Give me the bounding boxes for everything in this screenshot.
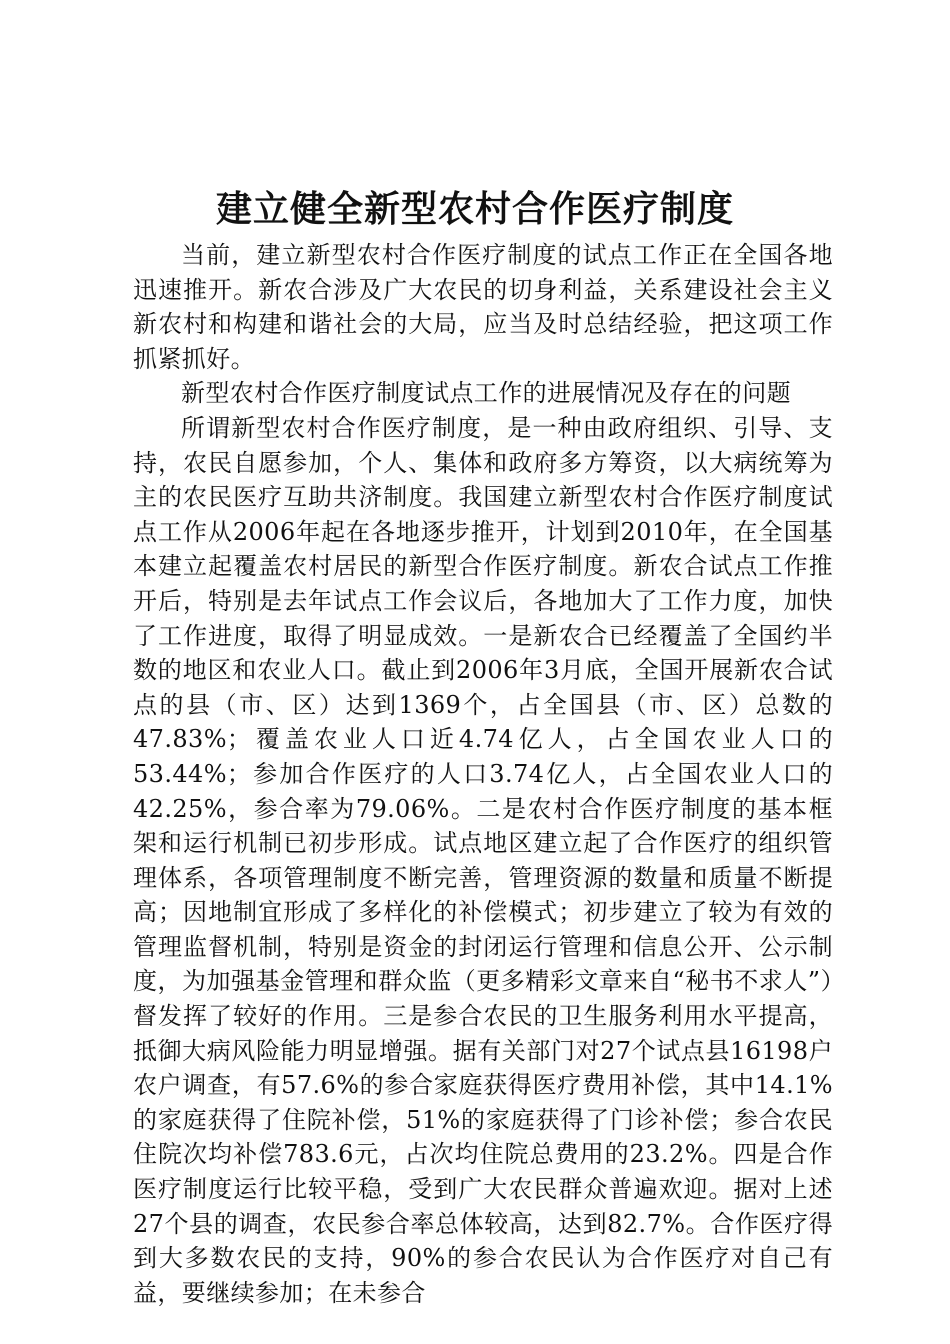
section-heading: 新型农村合作医疗制度试点工作的进展情况及存在的问题: [181, 379, 791, 408]
document-title: 建立健全新型农村合作医疗制度: [215, 189, 734, 230]
main-paragraph: 所谓新型农村合作医疗制度，是一种由政府组织、引导、支持，农民自愿参加，个人、集体和政府多方筹资，以大病统筹为主的农民医疗互助共济制度。我国建立新型农村合作医疗制度试点工作从2006年起在各地逐步推开，计划到2010年，在全国基本建立起覆盖农村居民的新型合作医疗制度。新农合试点工作推开后，特别是去年试点工作会议后，各地加大了工作力度，加快了工作进度，取得了明显成效。一是新农合已经覆盖了全国约半数的地区和农业人口。截止到2006年3月底，全国开展新农合试点的县（市、区）达到1369个，占全国县（市、区）总数的47.83%；覆盖农业人口近4.74亿人，占全国农业人口的53.44%；参加合作医疗的人口3.74亿人，占全国农业人口的42.25%，参合率为79.06%。二是农村合作医疗制度的基本框架和运行机制已初步形成。试点地区建立起了合作医疗的组织管理体系，各项管理制度不断完善，管理资源的数量和质量不断提高；因地制宜形成了多样化的补偿模式；初步建立了较为有效的管理监督机制，特别是资金的封闭运行管理和信息公开、公示制度，为加强基金管理和群众监（更多精彩文章来自“秘书不求人”）督发挥了较好的作用。三是参合农民的卫生服务利用水平提高，抵御大病风险能力明显增强。据有关部门对27个试点县16198户农户调查，有57.6%的参合家庭获得医疗费用补偿，其中14.1%的家庭获得了住院补偿，51%的家庭获得了门诊补偿；参合农民住院次均补偿783.6元，占次均住院总费用的23.2%。四是合作医疗制度运行比较平稳，受到广大农民群众普遍欢迎。据对上述27个县的调查，农民参合率总体较高，达到82.7%。合作医疗得到大多数农民的支持，90%的参合农民认为合作医疗对自己有益，要继续参加；在未参合: [133, 413, 833, 1307]
document-body: [133, 238, 833, 1310]
intro-paragraph: 当前，建立新型农村合作医疗制度的试点工作正在全国各地迅速推开。新农合涉及广大农民的切身利益，关系建设社会主义新农村和构建和谐社会的大局，应当及时总结经验，把这项工作抓紧抓好。: [133, 241, 833, 373]
